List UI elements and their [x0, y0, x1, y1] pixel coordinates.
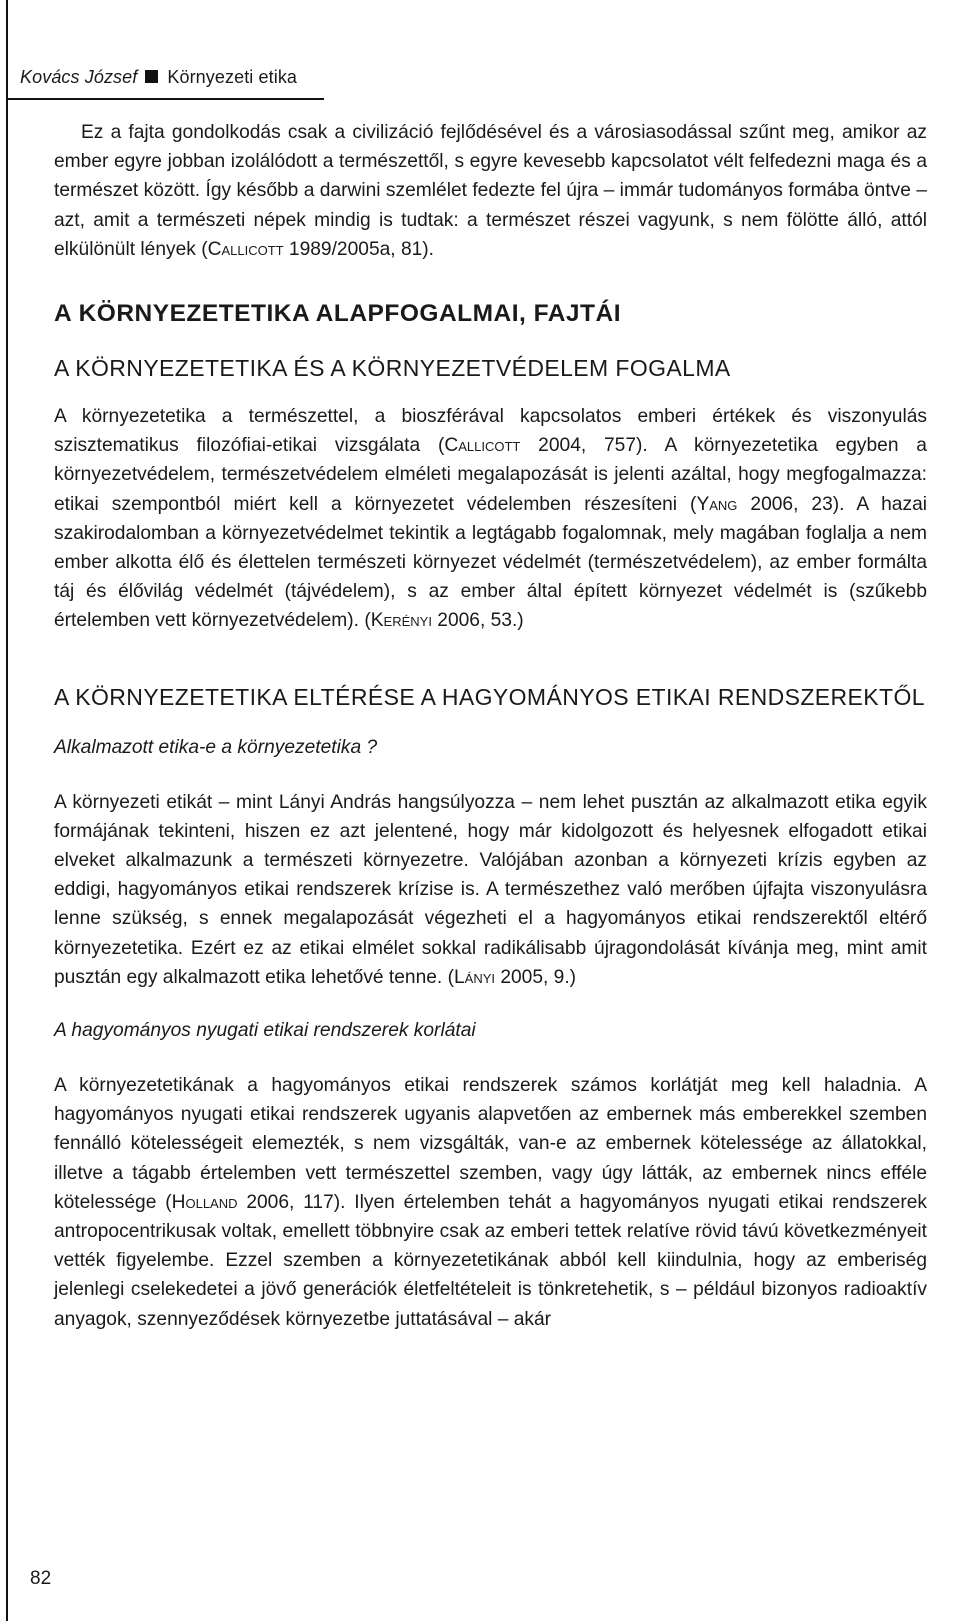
paragraph-text: 2005, 9.) — [495, 966, 577, 988]
square-bullet-icon — [145, 70, 158, 83]
citation-author: Callicott — [444, 435, 521, 457]
intro-paragraph — [54, 118, 927, 264]
paragraph-text: 2004, 757). A környezetetika egyben a környezetvédelem, természetvédelem elméleti megalapozását is jelenti azáltal, hogy megfogalmazza: etikai szempontból miért kell a környezetet védelemben részesíteni ( — [54, 435, 927, 515]
section-heading: A KÖRNYEZETETIKA ALAPFOGALMAI, FAJTÁI — [54, 300, 622, 328]
citation-author: Callicott — [207, 238, 284, 260]
paragraph-text: 2006, 23). A hazai szakirodalomban a környezetvédelmet tekintik a legtágabb fogalomnak, mely magában foglalja a nem ember alkotta élő és élettelen természeti környezet védelmét (természetvédelem), az ember formálta táj és élővilág védelmét (tájvédelem), s az ember által épített környezet védelmét is (szűkebb értelemben vett környezetvédelem). ( — [54, 493, 927, 632]
citation-author: Lányi — [453, 966, 495, 988]
intro-text-end: 1989/2005a, 81). — [283, 238, 435, 260]
paragraph-text: 2006, 53.) — [431, 610, 524, 632]
definition-paragraph — [54, 402, 927, 636]
citation-author: Holland — [171, 1191, 238, 1213]
paragraph-text: 2006, 117). Ilyen értelemben tehát a hagyományos nyugati etikai rendszerek antropocentrikusak voltak, emellett többnyire csak az emberi tettek relatíve rövid távú következményeit vették figyelembe. Ezzel szemben a környezetetikának abból kell kiindulnia, hogy az emberiség jelenlegi cselekedetei a jövő generációk életfeltételeit is tönkretehetik, s – például bizonyos radioaktív anyagok, szennyeződések környezetbe juttatásával – akár — [54, 1191, 927, 1330]
paragraph-text: A környezeti etikát – mint Lányi András hangsúlyozza – nem lehet pusztán az alkalmazott etika egyik formájának tekinteni, hiszen ez azt jelentené, hogy már kidolgozott és helyesnek elfogadott etikai elveket alkalmazunk a természeti környezetre. Valójában azonban a környezeti krízis egyben az eddigi, hagyományos etikai rendszerek krízise is. A természethez való merőben újfajta viszonyulásra lenne szükség, s ennek megalapozását végezheti el a hagyományos etikai rendszerektől eltérő környezetetika. Ezért ez az etikai elmélet sokkal radikálisabb újragondolását kívánja meg, mint amit pusztán egy alkalmazott etika lehetővé tenne. ( — [54, 791, 927, 988]
italic-heading: A hagyományos nyugati etikai rendszerek korlátai — [54, 1020, 476, 1042]
running-head-title: Környezeti etika — [167, 67, 298, 87]
subsection-heading: A KÖRNYEZETETIKA ELTÉRÉSE A HAGYOMÁNYOS ETIKAI RENDSZEREKTŐL — [54, 683, 925, 710]
paragraph-text: A környezetetika a természettel, a bioszférával kapcsolatos emberi értékek és viszonyulás szisztematikus filozófiai-etikai vizsgálata ( — [54, 406, 927, 457]
applied-ethics-paragraph — [54, 788, 927, 992]
citation-author: Yang — [696, 493, 738, 515]
italic-heading: Alkalmazott etika-e a környezetetika ? — [54, 736, 378, 758]
running-head-author: Kovács József — [20, 67, 138, 87]
running-head — [20, 67, 297, 88]
page-body — [54, 118, 927, 1334]
margin-rule — [6, 100, 8, 1621]
page-number: 82 — [30, 1568, 52, 1589]
header-horizontal-rule — [6, 98, 324, 100]
intro-text: Ez a fajta gondolkodás csak a civilizáció fejlődésével és a városiasodással szűnt meg, amikor az ember egyre jobban izolálódott a természettől, s egyre kevesebb kapcsolatot vélt felfedezni maga és a természet között. Így később a darwini szemlélet fedezte fel újra – immár tudományos formába öntve – azt, amit a természeti népek mindig is tudtak: a természet részei vagyunk, s nem fölötte álló, attól elkülönült lények ( — [54, 122, 927, 260]
header-vertical-rule — [6, 0, 8, 100]
citation-author: Kerényi — [370, 610, 432, 632]
subsection-heading: A KÖRNYEZETETIKA ÉS A KÖRNYEZETVÉDELEM FOGALMA — [54, 355, 731, 382]
limits-paragraph — [54, 1071, 927, 1334]
paragraph-text: A környezetetikának a hagyományos etikai rendszerek számos korlátját meg kell haladnia. A hagyományos nyugati etikai rendszerek ugyanis alapvetően az embernek más emberekkel szemben fennálló kötelességeit elemezték, s nem vizsgálták, van-e az embernek kötelessége az állatokkal, illetve a tágabb értelemben vett természettel szemben, vagy úgy látták, az embernek nincs efféle kötelessége ( — [54, 1075, 927, 1213]
